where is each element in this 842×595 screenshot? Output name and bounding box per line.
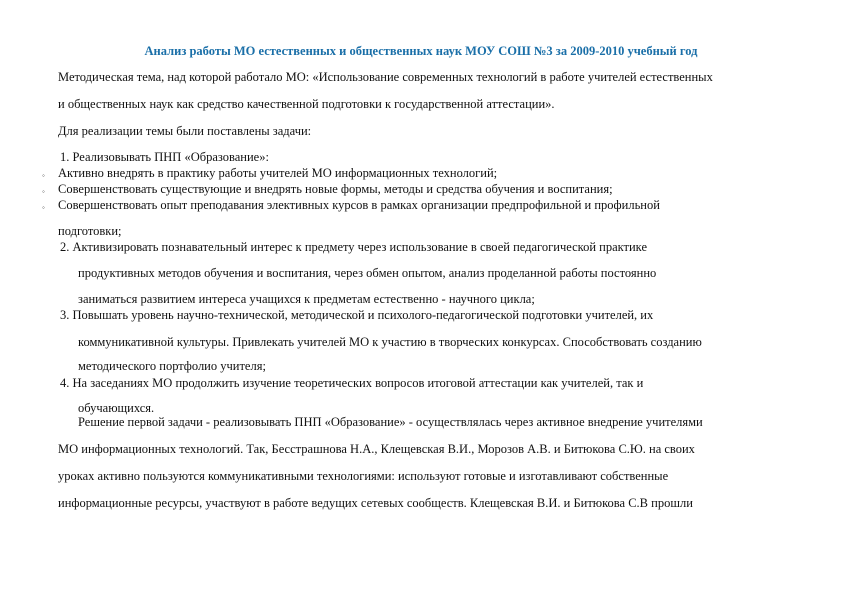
list-item-1: 1. Реализовывать ПНП «Образование»: [60,150,269,164]
bullet-icon: ◦ [42,187,45,196]
list-subitem: Активно внедрять в практику работы учителей МО информационных технологий; [58,166,498,180]
list-item-3: 3. Повышать уровень научно-технической, методической и психолого-педагогической подготовки учителей, их [60,308,654,322]
text-line: заниматься развитием интереса учащихся к предметам естественно - научного цикла; [78,292,535,306]
list-subitem: Совершенствовать опыт преподавания элективных курсов в рамках организации предпрофильной и профильной [58,198,660,212]
bullet-icon: ◦ [42,171,45,180]
text-line: уроках активно пользуются коммуникативными технологиями: используют готовые и изготавливают собственные [58,469,669,483]
text-line: Для реализации темы были поставлены задачи: [58,124,312,138]
text-line: коммуникативной культуры. Привлекать учителей МО к участию в творческих конкурсах. Способствовать созданию [78,335,702,349]
bullet-icon: ◦ [42,203,45,212]
text-line: методического портфолио учителя; [78,359,266,373]
text-line: Решение первой задачи - реализовывать ПНП «Образование» - осуществлялась через активное внедрение учителями [78,415,703,429]
text-line: обучающихся. [78,401,155,415]
list-subitem: Совершенствовать существующие и внедрять новые формы, методы и средства обучения и воспитания; [58,182,613,196]
text-line: продуктивных методов обучения и воспитания, через обмен опытом, анализ проделанной работы постоянно [78,266,657,280]
text-line: информационные ресурсы, участвуют в работе ведущих сетевых сообществ. Клещевская В.И. и Битюкова С.В прошли [58,496,693,510]
text-line: Методическая тема, над которой работало МО: «Использование современных технологий в работе учителей естественных [58,70,713,84]
text-line: и общественных наук как средство качественной подготовки к государственной аттестации». [58,97,555,111]
text-line: подготовки; [58,224,122,238]
document-title: Анализ работы МО естественных и общественных наук МОУ СОШ №3 за 2009-2010 учебный год [144,44,698,58]
list-item-2: 2. Активизировать познавательный интерес к предмету через использование в своей педагогической практике [60,240,647,254]
text-line: МО информационных технологий. Так, Бесстрашнова Н.А., Клещевская В.И., Морозов А.В. и Битюкова С.Ю. на своих [58,442,695,456]
list-item-4: 4. На заседаниях МО продолжить изучение теоретических вопросов итоговой аттестации как учителей, так и [60,376,644,390]
